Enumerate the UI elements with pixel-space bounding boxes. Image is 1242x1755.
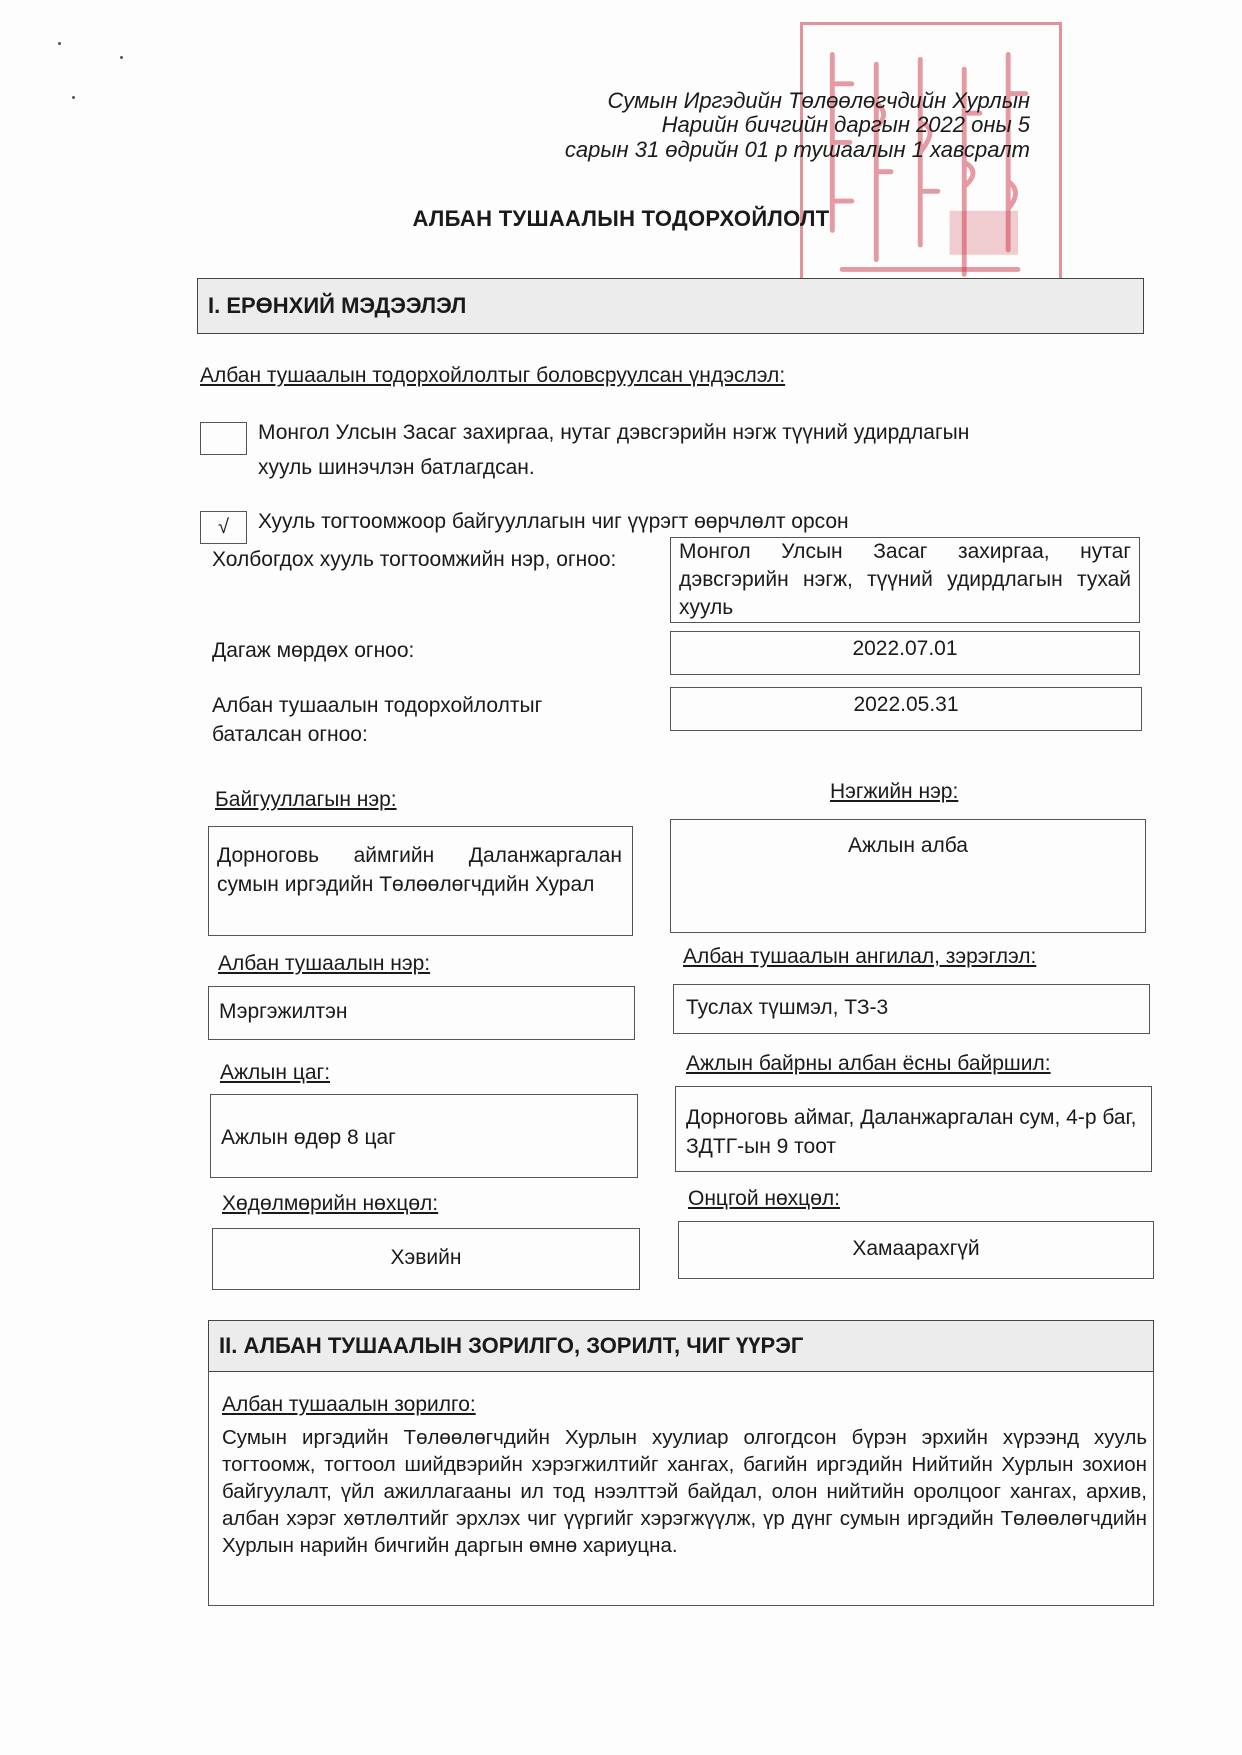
header-line-3: сарын 31 өдрийн 01 р тушаалын 1 хавсралт bbox=[564, 137, 1030, 162]
option-2-checkbox[interactable]: √ bbox=[200, 511, 247, 544]
work-location-label: Ажлын байрны албан ёсны байршил: bbox=[686, 1052, 1051, 1075]
scan-speck bbox=[58, 42, 61, 45]
special-condition-label: Онцгой нөхцөл: bbox=[688, 1187, 840, 1210]
approved-date-value: 2022.05.31 bbox=[670, 687, 1142, 731]
work-hours-value: Ажлын өдөр 8 цаг bbox=[210, 1094, 638, 1178]
labor-condition-value: Хэвийн bbox=[212, 1228, 640, 1290]
scan-speck bbox=[72, 96, 75, 99]
position-name-value: Мэргэжилтэн bbox=[208, 986, 635, 1040]
option-1-text-line-2: хууль шинэчлэн батлагдсан. bbox=[258, 456, 535, 479]
purpose-label: Албан тушаалын зорилго: bbox=[222, 1393, 476, 1416]
related-law-value: Монгол Улсын Засаг захиргаа, нутаг дэвсгэрийн нэгж, түүний удирдлагын тухай хууль bbox=[670, 537, 1140, 623]
option-1-checkbox[interactable] bbox=[200, 422, 247, 455]
unit-name-label: Нэгжийн нэр: bbox=[830, 780, 959, 803]
effective-date-label: Дагаж мөрдөх огноо: bbox=[212, 639, 415, 662]
option-1-text-line-1: Монгол Улсын Засаг захиргаа, нутаг дэвсгэрийн нэгж түүний удирдлагын bbox=[258, 421, 970, 444]
org-name-value: Дорноговь аймгийн Даланжаргалан сумын иргэдийн Төлөөлөгчдийн Хурал bbox=[208, 826, 633, 936]
effective-date-value: 2022.07.01 bbox=[670, 631, 1140, 675]
position-class-value: Туслах түшмэл, ТЗ-3 bbox=[673, 984, 1150, 1034]
unit-name-value: Ажлын алба bbox=[670, 819, 1146, 933]
purpose-text: Сумын иргэдийн Төлөөлөгчдийн Хурлын хуулиар олгогдсон бүрэн эрхийн хүрээнд хууль тогтоомж, тогтоол шийдвэрийн хэрэгжилтийг хангах, багийн иргэдийн Нийтийн Хурлын зохион байгуулалт, үйл ажиллагааны ил тод нээлттэй байдал, олон нийтийн оролцоог хангах, архив, албан хэрэг хөтлөлтийг эрхлэх чиг үүргийг хэрэгжүүлж, үр дүнг сумын иргэдийн Төлөөлөгчдийн Хурлын нарийн бичгийн даргын өмнө хариуцна. bbox=[222, 1426, 1147, 1557]
header-line-2: Нарийн бичгийн даргын 2022 оны 5 bbox=[661, 112, 1030, 137]
special-condition-value: Хамаарахгүй bbox=[678, 1221, 1154, 1279]
labor-condition-label: Хөдөлмөрийн нөхцөл: bbox=[222, 1192, 439, 1215]
position-name-label: Албан тушаалын нэр: bbox=[218, 952, 431, 975]
position-class-label: Албан тушаалын ангилал, зэрэглэл: bbox=[683, 945, 1037, 968]
section-2-heading: II. АЛБАН ТУШААЛЫН ЗОРИЛГО, ЗОРИЛТ, ЧИГ ҮҮРЭГ bbox=[208, 1320, 1154, 1372]
section-1-heading: I. ЕРӨНХИЙ МЭДЭЭЛЭЛ bbox=[197, 278, 1144, 334]
page-title: АЛБАН ТУШААЛЫН ТОДОРХОЙЛОЛТ bbox=[412, 206, 830, 231]
header-line-1: Сумын Иргэдийн Төлөөлөгчдийн Хурлын bbox=[607, 88, 1030, 113]
work-location-value: Дорноговь аймаг, Даланжаргалан сум, 4-р баг, ЗДТГ-ын 9 тоот bbox=[675, 1086, 1152, 1172]
option-2-text: Хууль тогтоомжоор байгууллагын чиг үүрэгт өөрчлөлт орсон bbox=[258, 510, 849, 533]
org-name-label: Байгууллагын нэр: bbox=[215, 788, 397, 811]
work-hours-label: Ажлын цаг: bbox=[220, 1061, 331, 1084]
related-law-label: Холбогдох хууль тогтоомжийн нэр, огноо: bbox=[212, 548, 617, 571]
approved-date-label: Албан тушаалын тодорхойлолтыг баталсан огноо: bbox=[212, 694, 543, 746]
basis-label: Албан тушаалын тодорхойлолтыг боловсруулсан үндэслэл: bbox=[200, 364, 786, 387]
scan-speck bbox=[120, 56, 123, 59]
